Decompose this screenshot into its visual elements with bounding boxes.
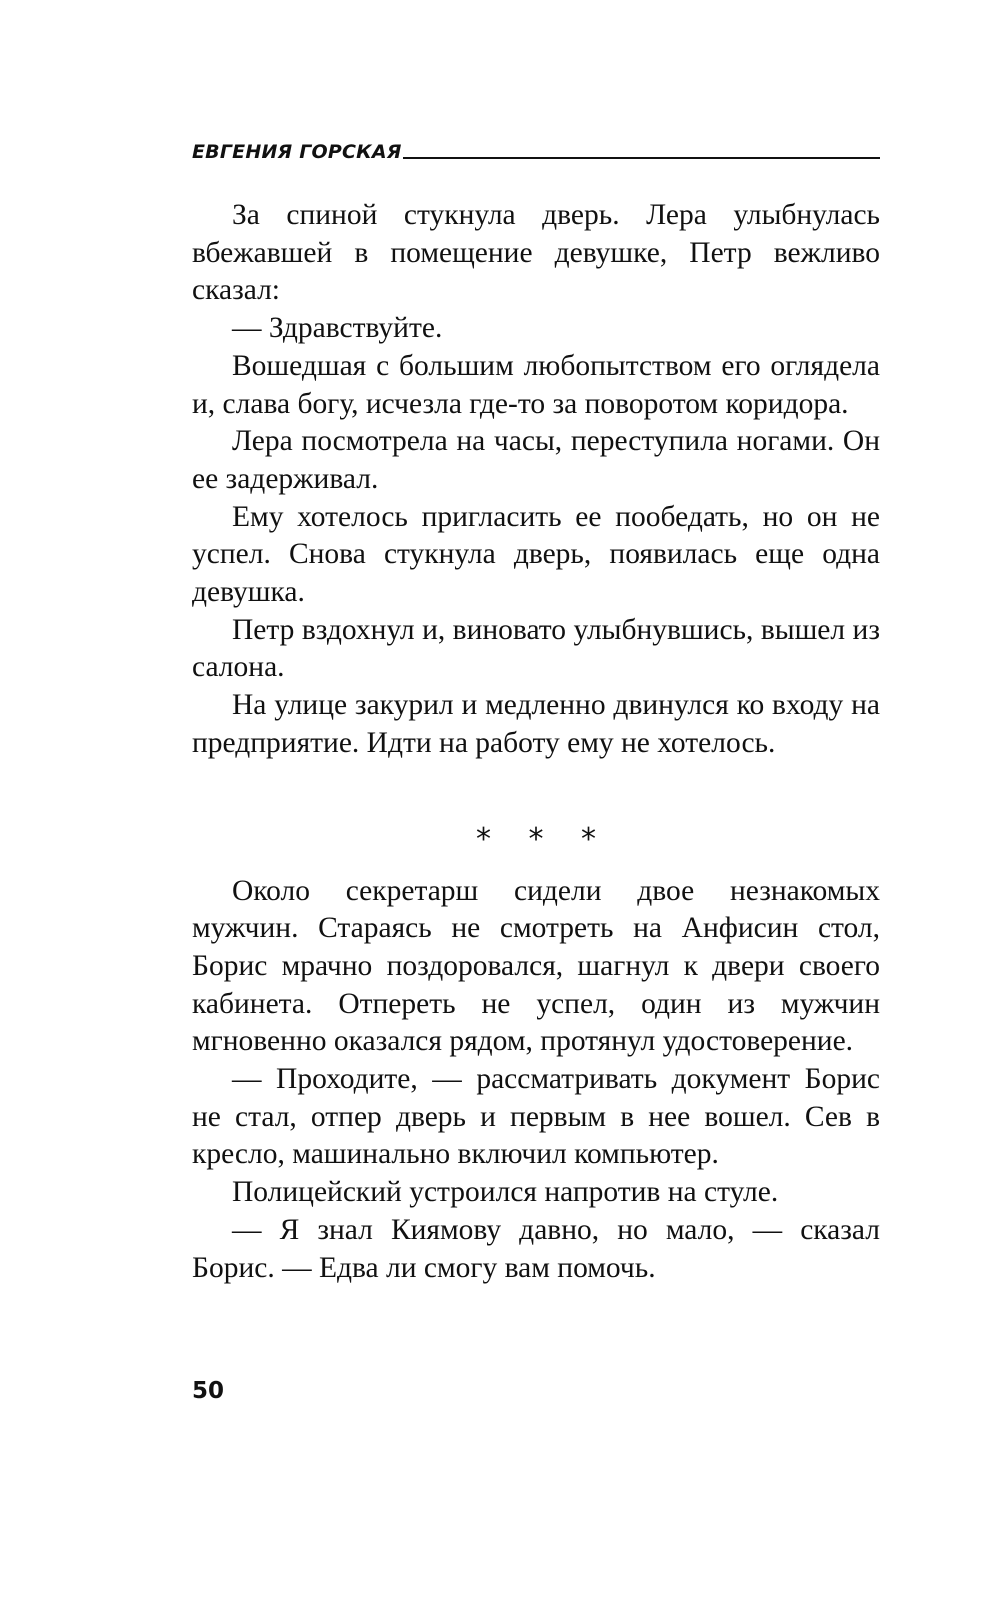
paragraph: Петр вздохнул и, виновато улыбнувшись, вышел из салона. — [192, 613, 880, 684]
paragraph: — Проходите, — рассматривать документ Борис не стал, отпер дверь и первым в нее вошел. Сев в кресло, машинально включил компьютер. — [192, 1063, 880, 1171]
paragraph: Вошедшая с большим любопытством его оглядела и, слава богу, исчезла где-то за поворотом коридора. — [192, 349, 880, 420]
book-page — [192, 0, 880, 1616]
paragraph: — Я знал Киямову давно, но мало, — сказал Борис. — Едва ли смогу вам помочь. — [192, 1213, 880, 1284]
body-text — [192, 197, 880, 1287]
section-separator: * * * — [475, 821, 611, 857]
paragraph: — Здравствуйте. — [232, 312, 443, 345]
author-name: ЕВГЕНИЯ ГОРСКАЯ — [192, 141, 402, 163]
page-number: 50 — [192, 1378, 225, 1404]
paragraph: Ему хотелось пригласить ее пообедать, но он не успел. Снова стукнула дверь, появилась еще одна девушка. — [192, 500, 880, 609]
section-gap — [192, 763, 880, 821]
paragraph: Лера посмотрела на часы, переступила ногами. Он ее задерживал. — [192, 425, 880, 495]
paragraph: Около секретарш сидели двое незнакомых мужчин. Стараясь не смотреть на Анфисин стол, Борис мрачно поздоровался, шагнул к двери своего кабинета. Отпереть не успел, один из мужчин мгновенно оказался рядом, протянул удостоверение. — [192, 874, 880, 1058]
paragraph: Полицейский устроился напротив на стуле. — [232, 1176, 779, 1209]
paragraph: На улице закурил и медленно двинулся ко входу на предприятие. Идти на работу ему не хотелось. — [192, 689, 880, 759]
header-rule — [403, 157, 880, 159]
paragraph: За спиной стукнула дверь. Лера улыбнулась вбежавшей в помещение девушке, Петр вежливо сказал: — [192, 199, 880, 307]
running-head — [192, 136, 880, 162]
